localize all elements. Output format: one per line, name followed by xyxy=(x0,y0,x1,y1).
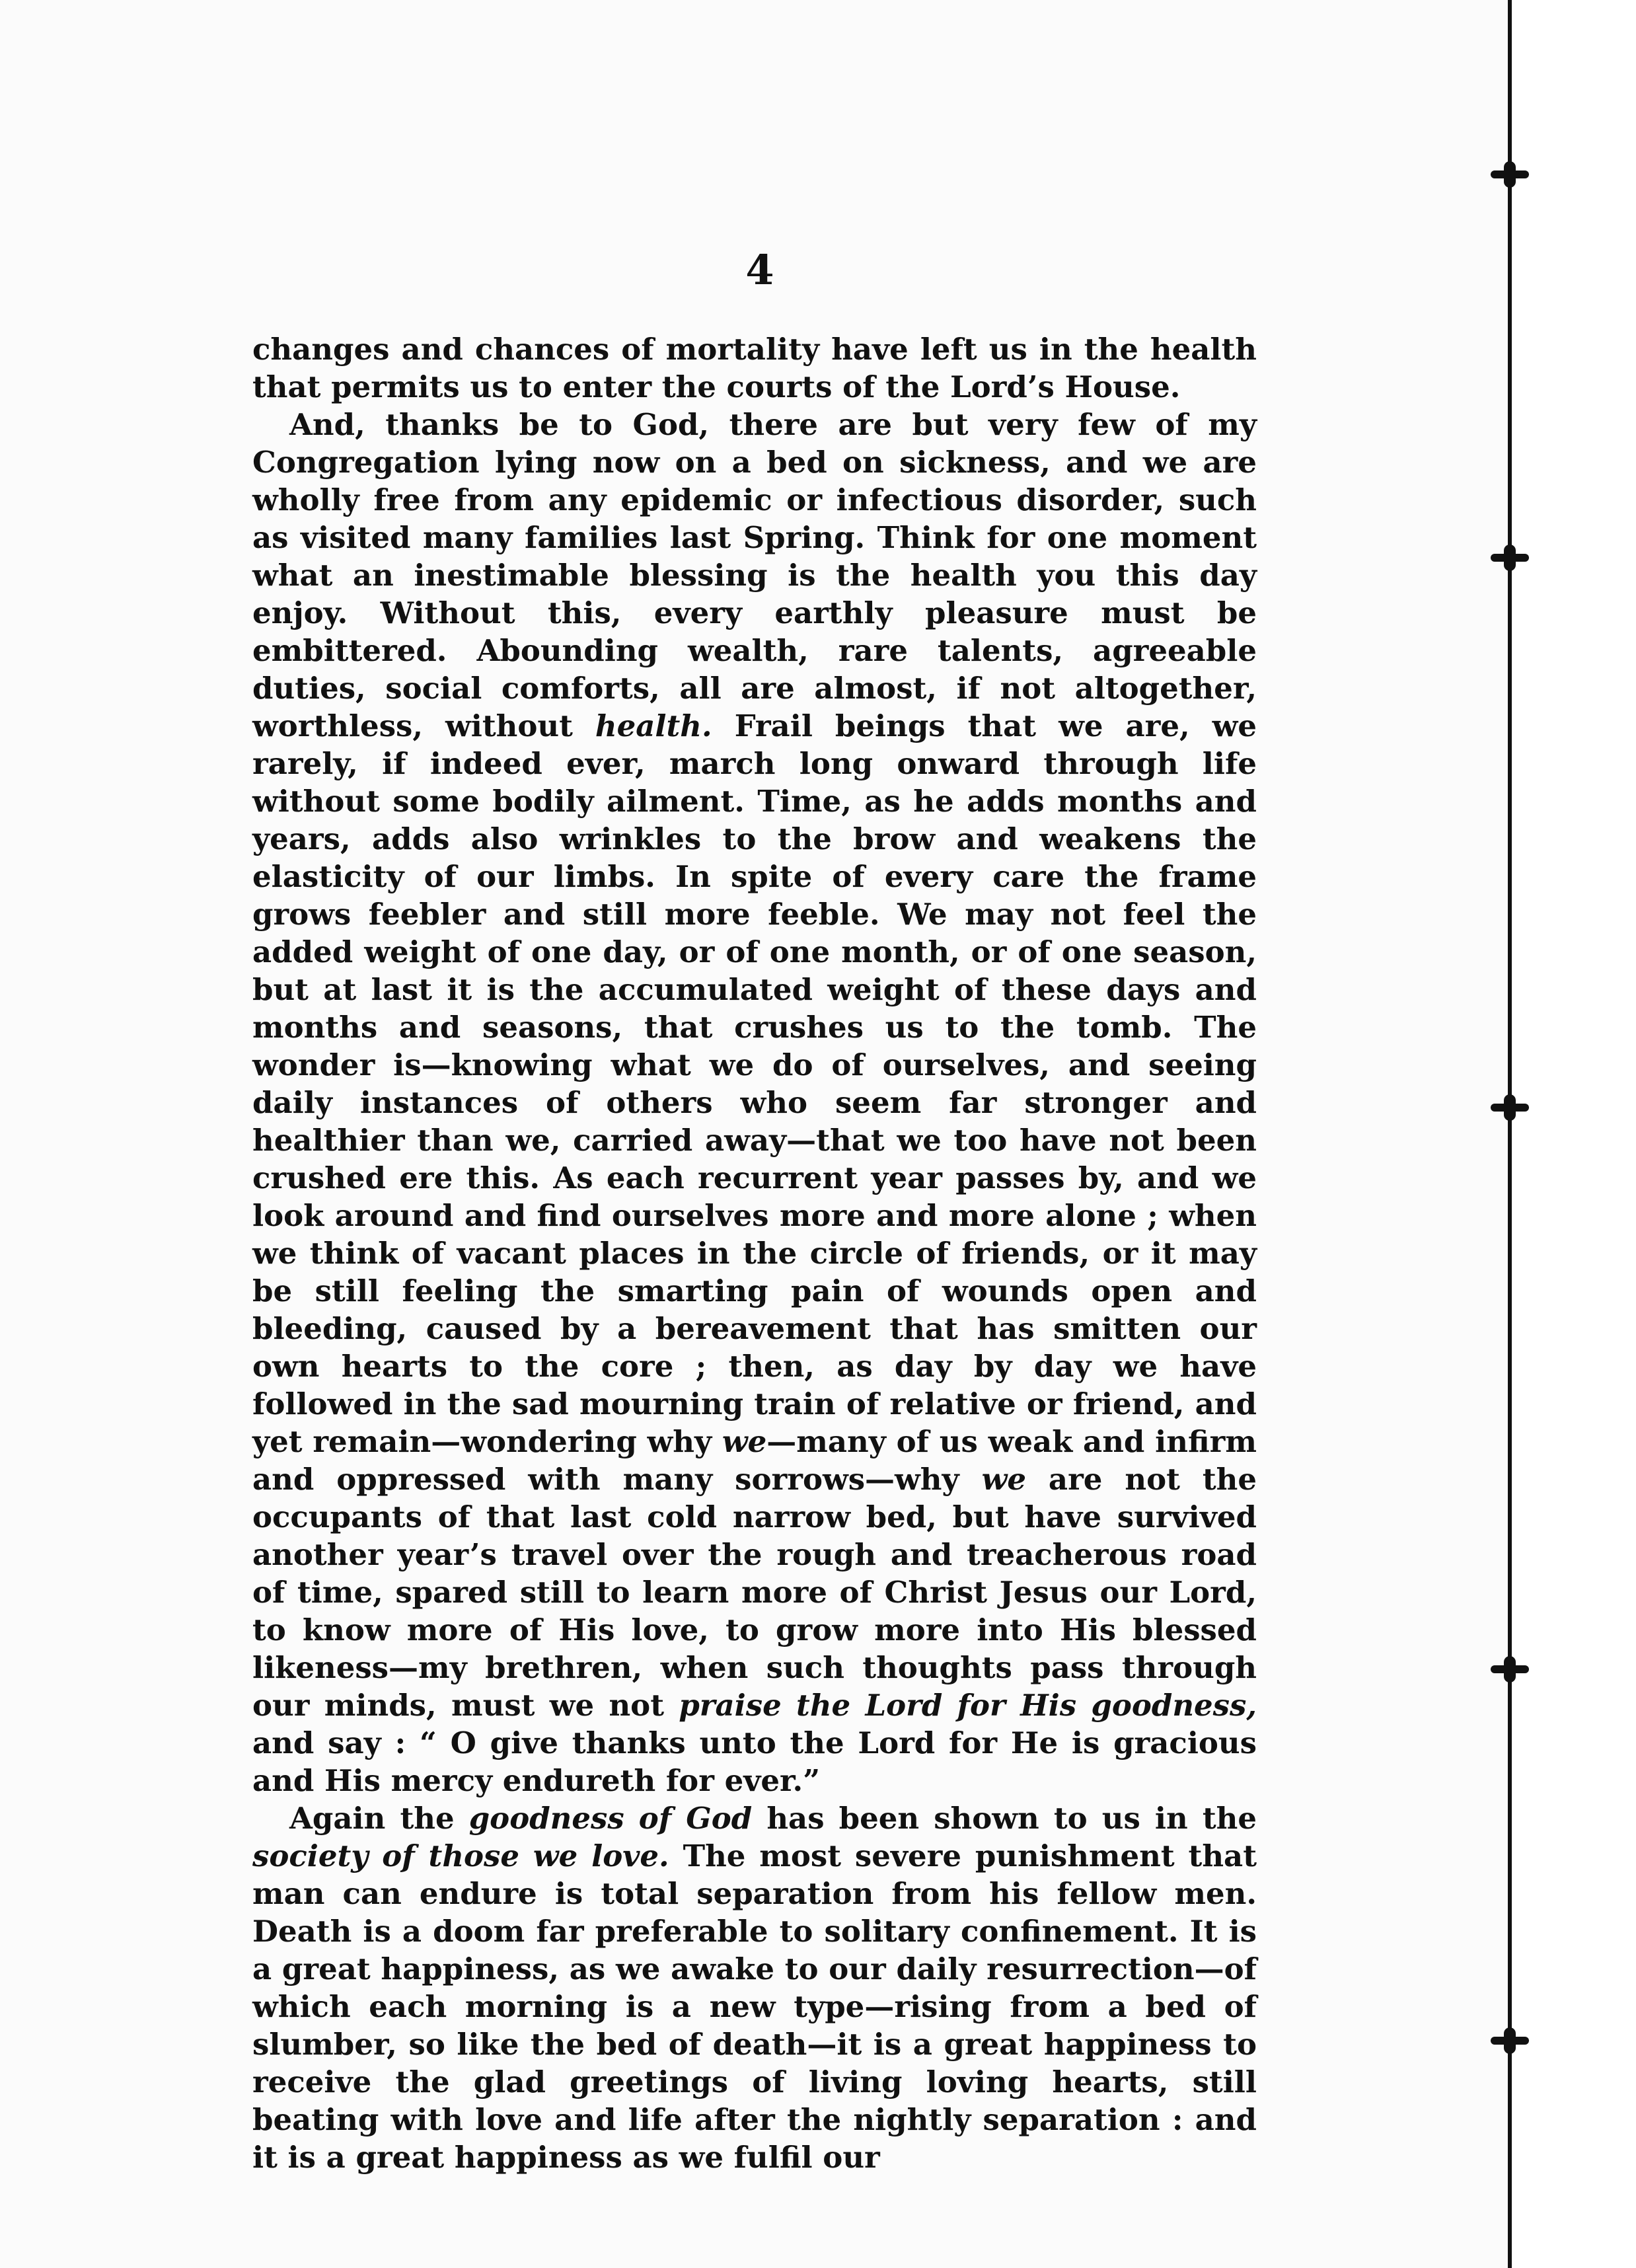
page-binding-margin xyxy=(1508,0,1636,2268)
italic-text: praise the Lord for His goodness, xyxy=(679,1688,1257,1723)
binding-stitch xyxy=(1491,1104,1529,1112)
body-text xyxy=(252,330,1257,2176)
binding-line xyxy=(1508,0,1512,2268)
text-run: are not the occupants of that last cold narrow bed, but have survived another year’s travel over the rough and treacherous road of time, spared still to learn more of Christ Jesus our Lord, to know more of His love, to grow more into His blessed likeness—my brethren, when such thoughts pass through our minds, must we not xyxy=(252,1462,1257,1723)
text-run: has been shown to us in the xyxy=(752,1801,1257,1836)
paragraph xyxy=(252,406,1257,1799)
italic-text: health. xyxy=(595,708,712,743)
binding-stitch xyxy=(1491,2037,1529,2045)
binding-stitch xyxy=(1491,1665,1529,1673)
text-run: Frail beings that we are, we rarely, if indeed ever, march long onward through life without some bodily ailment. Time, as he adds months and years, adds also wrinkles to the brow and weakens the elasticity of our limbs. In spite of every care the frame grows feebler and still more feeble. We may not feel the added weight of one day, or of one month, or of one season, but at last it is the accumulated weight of these days and months and seasons, that crushes us to the tomb. The wonder is—knowing what we do of ourselves, and seeing daily instances of others who seem far stronger and healthier than we, carried away—that we too have not been crushed ere this. As each recurrent year passes by, and we look around and find ourselves more and more alone ; when we think of vacant places in the circle of friends, or it may be still feeling the smarting pain of wounds open and bleeding, caused by a bereavement that has smitten our own hearts to the core ; then, as day by day we have followed in the sad mourning train of relative or friend, and yet remain—wondering why xyxy=(252,708,1257,1459)
text-run: changes and chances of mortality have left us in the health that permits us to enter the courts of the Lord’s House. xyxy=(252,332,1257,404)
text-run: —many of us weak and infirm and oppressed with many sorrows—why xyxy=(252,1424,1257,1497)
italic-text: we xyxy=(981,1462,1026,1497)
text-run: The most severe punishment that man can endure is total separation from his fellow men. Death is a doom far preferable to solitary confinement. It is a great happiness, as we awake to our daily resurrection—of which each morning is a new type—rising from a bed of slumber, so like the bed of death—it is a great happiness to receive the glad greetings of living loving hearts, still beating with love and life after the nightly separation : and it is a great happiness as we fulfil our xyxy=(252,1838,1257,2175)
paragraph xyxy=(252,1799,1257,2176)
italic-text: we xyxy=(722,1424,767,1459)
page-number: 4 xyxy=(745,246,774,294)
text-run: And, thanks be to God, there are but very few of my Congregation lying now on a bed on sickness, and we are wholly free from any epidemic or infectious disorder, such as visited many families last Spring. Think for one moment what an inestimable blessing is the health you this day enjoy. Without this, every earthly pleasure must be embittered. Abounding wealth, rare talents, agreeable duties, social comforts, all are almost, if not altogether, worthless, without xyxy=(252,407,1257,743)
text-run: Again the xyxy=(289,1801,469,1836)
binding-stitch xyxy=(1491,554,1529,562)
binding-stitch xyxy=(1491,170,1529,178)
paragraph xyxy=(252,330,1257,406)
text-run: and say : “ O give thanks unto the Lord for He is gracious and His mercy endureth for ever.” xyxy=(252,1725,1257,1798)
italic-text: society of those we love. xyxy=(252,1838,669,1873)
italic-text: goodness of God xyxy=(468,1801,753,1836)
